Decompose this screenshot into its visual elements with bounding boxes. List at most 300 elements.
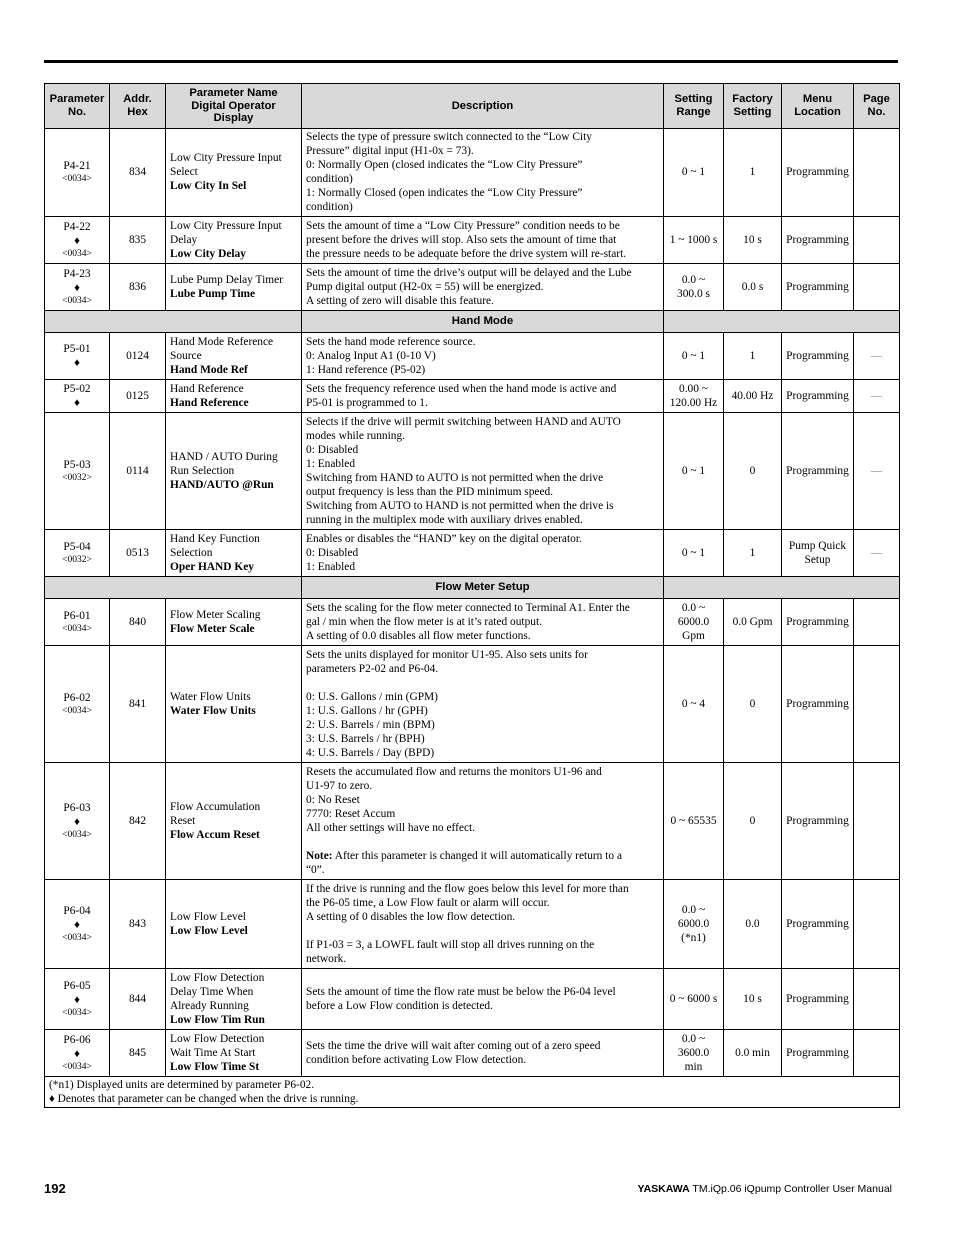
header-parameter-name: Parameter Name Digital Operator Display bbox=[166, 84, 302, 129]
text-line: Lube Pump Delay Timer bbox=[170, 273, 283, 286]
text-line: Programming bbox=[786, 1046, 849, 1059]
footnote-diamond: ♦ Denotes that parameter can be changed when the drive is running. bbox=[49, 1092, 359, 1105]
text-line: 0.0 ~ bbox=[681, 903, 706, 916]
text-line: Switching from AUTO to HAND is not permitted when the drive is bbox=[306, 499, 614, 512]
setting-range bbox=[664, 529, 724, 576]
text-line: Programming bbox=[786, 389, 849, 402]
text-line: 0.0 bbox=[745, 917, 760, 930]
text-line: Sets the hand mode reference source. bbox=[306, 335, 476, 348]
manual-title: TM.iQp.06 iQpump Controller User Manual bbox=[692, 1183, 892, 1195]
addr-hex: 841 bbox=[110, 645, 166, 762]
text-line: 4: U.S. Barrels / Day (BPD) bbox=[306, 746, 435, 759]
text-line: 10 s bbox=[743, 233, 762, 246]
text-line: Sets the time the drive will wait after coming out of a zero speed bbox=[306, 1039, 601, 1052]
parameter-no-cell bbox=[45, 968, 110, 1029]
addr-hex: 836 bbox=[110, 263, 166, 310]
description bbox=[302, 762, 664, 879]
text-line: Delay bbox=[170, 233, 198, 246]
text-line: 10 s bbox=[743, 992, 762, 1005]
menu-location bbox=[782, 529, 854, 576]
page-number: 192 bbox=[44, 1181, 66, 1196]
text-line: 0 ~ 1 bbox=[681, 464, 706, 477]
parameter-no-cell bbox=[45, 332, 110, 379]
factory-setting bbox=[724, 412, 782, 529]
text-line: 40.00 Hz bbox=[731, 389, 774, 402]
menu-location bbox=[782, 216, 854, 263]
text-line: 1: Enabled bbox=[306, 457, 356, 470]
text-line: Hand Key Function bbox=[170, 532, 260, 545]
text-line: Programming bbox=[786, 814, 849, 827]
menu-location bbox=[782, 263, 854, 310]
table-row bbox=[45, 332, 900, 379]
factory-setting bbox=[724, 1029, 782, 1076]
menu-location bbox=[782, 412, 854, 529]
header-parameter-no: Parameter No. bbox=[45, 84, 110, 129]
text-line: 3600.0 min bbox=[677, 1046, 710, 1073]
text-line: Sets the amount of time the flow rate must be below the P6-04 level bbox=[306, 985, 616, 998]
parameter-code: <0032> bbox=[62, 472, 92, 483]
text-line: 1: U.S. Gallons / hr (GPH) bbox=[306, 704, 428, 717]
parameter-code: <0034> bbox=[62, 174, 92, 184]
page-no bbox=[854, 968, 900, 1029]
footnote-row bbox=[45, 1076, 900, 1107]
text-line: Select bbox=[170, 166, 198, 178]
page-no bbox=[854, 263, 900, 310]
description bbox=[302, 598, 664, 645]
text-line: Already Running bbox=[170, 999, 249, 1012]
text-line: output frequency is less than the PID minimum speed. bbox=[306, 485, 554, 498]
text-line: the P6-05 time, a Low Flow fault or alarm will occur. bbox=[306, 896, 550, 909]
description bbox=[302, 379, 664, 412]
run-change-mark: ♦ bbox=[74, 281, 80, 294]
page-no bbox=[854, 598, 900, 645]
text-line: 0 ~ 65535 bbox=[670, 814, 717, 827]
description bbox=[302, 968, 664, 1029]
text-line: Switching from HAND to AUTO is not permitted when the drive bbox=[306, 471, 604, 484]
text-line: 0 bbox=[749, 697, 756, 710]
text-line: Pressure” digital input (H1-0x = 73). bbox=[306, 145, 474, 157]
text-line: parameters P2-02 and P6-04. bbox=[306, 662, 439, 675]
operator-display: Low City In Sel bbox=[170, 180, 247, 192]
manual-footer bbox=[638, 1183, 892, 1195]
parameter-no-cell bbox=[45, 598, 110, 645]
parameter-code: <0034> bbox=[62, 1007, 92, 1018]
setting-range bbox=[664, 379, 724, 412]
page-no bbox=[854, 128, 900, 216]
header-addr-hex: Addr. Hex bbox=[110, 84, 166, 129]
operator-display: Hand Mode Ref bbox=[170, 363, 248, 376]
page-no: — bbox=[854, 412, 900, 529]
menu-location bbox=[782, 1029, 854, 1076]
text-line: Sets the frequency reference used when the hand mode is active and bbox=[306, 382, 617, 395]
parameter-no: P5-04 bbox=[63, 540, 91, 553]
parameter-no: P5-01 bbox=[63, 342, 91, 355]
text-line: Flow Meter Scaling bbox=[170, 608, 261, 621]
text-line: 0.0 ~ bbox=[681, 273, 706, 286]
parameter-no: P4-21 bbox=[63, 160, 91, 172]
parameter-no-cell bbox=[45, 645, 110, 762]
text-line: Low City Pressure Input bbox=[170, 219, 282, 232]
parameter-no: P6-03 bbox=[63, 801, 91, 814]
page-no: — bbox=[854, 332, 900, 379]
parameter-no-cell bbox=[45, 263, 110, 310]
text-line: present before the drives will stop. Also sets the amount of time that bbox=[306, 233, 617, 246]
parameter-name-cell bbox=[166, 529, 302, 576]
text-line: Sets the amount of time a “Low City Pressure” condition needs to be bbox=[306, 219, 620, 232]
factory-setting bbox=[724, 529, 782, 576]
table-row bbox=[45, 128, 900, 216]
text-line: 2: U.S. Barrels / min (BPM) bbox=[306, 718, 435, 731]
text-line: 0.0 min bbox=[735, 1046, 770, 1059]
setting-range bbox=[664, 128, 724, 216]
text-line: network. bbox=[306, 952, 347, 965]
parameter-code: <0034> bbox=[62, 829, 92, 840]
operator-display: Hand Reference bbox=[170, 396, 249, 409]
operator-display: Flow Accum Reset bbox=[170, 828, 260, 841]
operator-display: Low Flow Time St bbox=[170, 1060, 260, 1073]
text-line: (*n1) bbox=[681, 931, 706, 944]
page-no bbox=[854, 879, 900, 968]
text-line: 1 bbox=[749, 546, 756, 559]
addr-hex: 0114 bbox=[110, 412, 166, 529]
text-line: “0”. bbox=[306, 863, 325, 876]
run-change-mark: ♦ bbox=[74, 234, 80, 247]
table-row bbox=[45, 412, 900, 529]
text-line: 1: Normally Closed (open indicates the “Low City Pressure” bbox=[306, 187, 583, 199]
text-line: Hand Reference bbox=[170, 382, 244, 395]
table-row bbox=[45, 379, 900, 412]
parameter-name-cell bbox=[166, 645, 302, 762]
text-line: 0 ~ 4 bbox=[681, 697, 706, 710]
text-line: Programming bbox=[786, 917, 849, 930]
parameter-name-cell bbox=[166, 598, 302, 645]
description bbox=[302, 263, 664, 310]
factory-setting bbox=[724, 762, 782, 879]
text-line: 0: Disabled bbox=[306, 443, 359, 456]
text-line: Pump Quick bbox=[788, 539, 847, 552]
text-line: 1: Enabled bbox=[306, 560, 356, 573]
text-line: 0: Disabled bbox=[306, 546, 359, 559]
menu-location bbox=[782, 598, 854, 645]
setting-range bbox=[664, 263, 724, 310]
parameter-no-cell bbox=[45, 529, 110, 576]
text-line: HAND / AUTO During bbox=[170, 450, 278, 463]
description bbox=[302, 529, 664, 576]
text-line: Hand Mode Reference bbox=[170, 335, 274, 348]
parameter-name-cell bbox=[166, 379, 302, 412]
text-line: condition) bbox=[306, 201, 353, 213]
brand-name: YASKAWA bbox=[637, 1183, 690, 1195]
text-line bbox=[306, 849, 659, 863]
text-line: Setup bbox=[804, 553, 831, 566]
text-line: Low City Pressure Input bbox=[170, 152, 282, 164]
parameter-code: <0034> bbox=[62, 623, 92, 634]
addr-hex: 840 bbox=[110, 598, 166, 645]
text-line: 0.0 Gpm bbox=[732, 615, 773, 628]
setting-range bbox=[664, 762, 724, 879]
text-line: Low Flow Detection bbox=[170, 1032, 265, 1045]
text-line: Sets the units displayed for monitor U1-95. Also sets units for bbox=[306, 648, 588, 661]
run-change-mark: ♦ bbox=[74, 1047, 80, 1060]
note-label: Note: bbox=[306, 849, 333, 862]
parameter-no-cell bbox=[45, 216, 110, 263]
operator-display: Flow Meter Scale bbox=[170, 622, 255, 635]
parameter-no-cell bbox=[45, 879, 110, 968]
operator-display: HAND/AUTO @Run bbox=[170, 478, 274, 491]
text-line: Flow Accumulation bbox=[170, 800, 261, 813]
menu-location bbox=[782, 762, 854, 879]
text-line: Programming bbox=[786, 464, 849, 477]
parameter-name-cell bbox=[166, 412, 302, 529]
factory-setting bbox=[724, 263, 782, 310]
text-line: If P1-03 = 3, a LOWFL fault will stop all drives running on the bbox=[306, 938, 595, 951]
text-line: modes while running. bbox=[306, 429, 406, 442]
text-line: Programming bbox=[786, 697, 849, 710]
parameter-no-cell bbox=[45, 1029, 110, 1076]
addr-hex: 835 bbox=[110, 216, 166, 263]
table-row bbox=[45, 529, 900, 576]
operator-display: Water Flow Units bbox=[170, 704, 256, 717]
note-line: Note: After this parameter is changed it will automatically return to a bbox=[306, 849, 622, 862]
text-line: 0: Analog Input A1 (0-10 V) bbox=[306, 349, 436, 362]
text-line: All other settings will have no effect. bbox=[306, 821, 476, 834]
parameter-no-cell bbox=[45, 379, 110, 412]
parameter-name-cell bbox=[166, 332, 302, 379]
text-line: Selects if the drive will permit switching between HAND and AUTO bbox=[306, 415, 621, 428]
text-line: Programming bbox=[786, 992, 849, 1005]
parameter-name-cell bbox=[166, 1029, 302, 1076]
parameter-name-cell bbox=[166, 879, 302, 968]
text-line: condition before activating Low Flow detection. bbox=[306, 1053, 527, 1066]
addr-hex: 0124 bbox=[110, 332, 166, 379]
parameter-no: P4-22 bbox=[63, 220, 91, 233]
setting-range bbox=[664, 968, 724, 1029]
parameter-no: P4-23 bbox=[63, 267, 91, 280]
text-line: Programming bbox=[786, 280, 849, 293]
setting-range bbox=[664, 598, 724, 645]
factory-setting bbox=[724, 332, 782, 379]
parameter-code: <0034> bbox=[62, 932, 92, 943]
text-line: Selects the type of pressure switch connected to the “Low City bbox=[306, 131, 592, 143]
description bbox=[302, 412, 664, 529]
factory-setting bbox=[724, 216, 782, 263]
section-spacer bbox=[664, 310, 900, 332]
parameter-code: <0034> bbox=[62, 1061, 92, 1072]
parameter-no: P6-06 bbox=[63, 1033, 91, 1046]
header-description: Description bbox=[302, 84, 664, 129]
table-row bbox=[45, 216, 900, 263]
text-line: Gpm bbox=[682, 629, 705, 642]
text-line bbox=[306, 924, 659, 938]
description bbox=[302, 332, 664, 379]
page-no: — bbox=[854, 379, 900, 412]
header-page-no: Page No. bbox=[854, 84, 900, 129]
operator-display: Low City Delay bbox=[170, 247, 246, 260]
text-line: If the drive is running and the flow goes below this level for more than bbox=[306, 882, 629, 895]
page-no bbox=[854, 216, 900, 263]
factory-setting bbox=[724, 645, 782, 762]
parameter-no-cell bbox=[45, 412, 110, 529]
footnote-n1: (*n1) Displayed units are determined by parameter P6-02. bbox=[49, 1078, 315, 1091]
text-line: Programming bbox=[786, 166, 849, 178]
addr-hex: 0125 bbox=[110, 379, 166, 412]
header-menu-location: Menu Location bbox=[782, 84, 854, 129]
section-title: Flow Meter Setup bbox=[302, 576, 664, 598]
operator-display: Lube Pump Time bbox=[170, 287, 256, 300]
text-line: 0: Normally Open (closed indicates the “Low City Pressure” bbox=[306, 159, 583, 171]
page-no bbox=[854, 1029, 900, 1076]
table-row bbox=[45, 968, 900, 1029]
factory-setting bbox=[724, 968, 782, 1029]
menu-location bbox=[782, 879, 854, 968]
menu-location bbox=[782, 968, 854, 1029]
section-spacer bbox=[45, 310, 302, 332]
parameter-no-cell bbox=[45, 128, 110, 216]
description bbox=[302, 1029, 664, 1076]
parameter-code: <0034> bbox=[62, 295, 92, 306]
text-line: 1 bbox=[749, 349, 756, 362]
text-line: condition) bbox=[306, 173, 353, 185]
parameter-no: P6-04 bbox=[63, 904, 91, 917]
run-change-mark: ♦ bbox=[74, 918, 80, 931]
table-header-row bbox=[45, 84, 900, 129]
text-line: P5-01 is programmed to 1. bbox=[306, 396, 428, 409]
text-line: 300.0 s bbox=[677, 287, 710, 300]
text-line: 0.0 ~ bbox=[681, 1032, 706, 1045]
factory-setting bbox=[724, 128, 782, 216]
text-line: 6000.0 bbox=[677, 917, 710, 930]
text-line: 0: No Reset bbox=[306, 793, 360, 806]
text-line: U1-97 to zero. bbox=[306, 779, 373, 792]
text-line: Wait Time At Start bbox=[170, 1046, 256, 1059]
text-line: 0 ~ 1 bbox=[681, 546, 706, 559]
parameter-code: <0034> bbox=[62, 705, 92, 716]
text-line: 0.00 ~ bbox=[679, 382, 708, 395]
setting-range bbox=[664, 412, 724, 529]
text-line: 0.0 s bbox=[741, 280, 764, 293]
text-line: A setting of zero will disable this feature. bbox=[306, 294, 494, 307]
run-change-mark: ♦ bbox=[74, 356, 80, 369]
text-line: 6000.0 bbox=[677, 615, 710, 628]
text-line: A setting of 0 disables the low flow detection. bbox=[306, 910, 516, 923]
parameter-code: <0034> bbox=[62, 248, 92, 259]
page-no bbox=[854, 762, 900, 879]
text-line: the pressure needs to be adequate before the drive system will re-start. bbox=[306, 247, 627, 260]
text-line: 7770: Reset Accum bbox=[306, 807, 396, 820]
text-line: Sets the scaling for the flow meter connected to Terminal A1. Enter the bbox=[306, 601, 630, 614]
footnotes bbox=[45, 1076, 900, 1107]
operator-display: Low Flow Tim Run bbox=[170, 1013, 265, 1026]
menu-location bbox=[782, 645, 854, 762]
text-line: Selection bbox=[170, 546, 213, 559]
addr-hex: 0513 bbox=[110, 529, 166, 576]
text-line: Enables or disables the “HAND” key on the digital operator. bbox=[306, 532, 582, 545]
header-setting-range: Setting Range bbox=[664, 84, 724, 129]
text-line: Reset bbox=[170, 814, 196, 827]
description bbox=[302, 216, 664, 263]
addr-hex: 845 bbox=[110, 1029, 166, 1076]
setting-range bbox=[664, 645, 724, 762]
table-row bbox=[45, 1029, 900, 1076]
text-line: Programming bbox=[786, 233, 849, 246]
top-rule bbox=[44, 60, 898, 63]
page-no bbox=[854, 645, 900, 762]
text-line: Pump digital output (H2-0x = 55) will be energized. bbox=[306, 280, 544, 293]
text-line: Run Selection bbox=[170, 464, 235, 477]
parameter-no: P6-01 bbox=[63, 609, 91, 622]
parameter-no: P6-05 bbox=[63, 979, 91, 992]
table-body bbox=[45, 128, 900, 1076]
addr-hex: 844 bbox=[110, 968, 166, 1029]
parameter-name-cell bbox=[166, 216, 302, 263]
text-line: Low Flow Detection bbox=[170, 971, 265, 984]
text-line: gal / min when the flow meter is at it’s rated output. bbox=[306, 615, 542, 628]
menu-location bbox=[782, 332, 854, 379]
addr-hex: 843 bbox=[110, 879, 166, 968]
header-factory-setting: Factory Setting bbox=[724, 84, 782, 129]
parameter-no: P6-02 bbox=[63, 691, 91, 704]
text-line: Resets the accumulated flow and returns the monitors U1-96 and bbox=[306, 765, 602, 778]
parameter-name-cell bbox=[166, 762, 302, 879]
parameter-no: P5-02 bbox=[63, 382, 91, 395]
text-line: 0 ~ 6000 s bbox=[669, 992, 718, 1005]
page-no: — bbox=[854, 529, 900, 576]
parameter-name-cell bbox=[166, 968, 302, 1029]
table-row bbox=[45, 645, 900, 762]
text-line bbox=[306, 835, 659, 849]
text-line: Programming bbox=[786, 349, 849, 362]
setting-range bbox=[664, 1029, 724, 1076]
text-line: Water Flow Units bbox=[170, 690, 251, 703]
parameter-table bbox=[44, 83, 900, 1108]
text-line: 0: U.S. Gallons / min (GPM) bbox=[306, 690, 438, 703]
description bbox=[302, 645, 664, 762]
factory-setting bbox=[724, 879, 782, 968]
section-row bbox=[45, 576, 900, 598]
run-change-mark: ♦ bbox=[74, 815, 80, 828]
section-row bbox=[45, 310, 900, 332]
text-line: 1 ~ 1000 s bbox=[669, 233, 718, 246]
run-change-mark: ♦ bbox=[74, 993, 80, 1006]
setting-range bbox=[664, 879, 724, 968]
text-line: Source bbox=[170, 349, 202, 362]
text-line: 1 bbox=[749, 166, 756, 178]
text-line: 120.00 Hz bbox=[669, 396, 718, 409]
text-line: Delay Time When bbox=[170, 985, 254, 998]
parameter-name-cell bbox=[166, 263, 302, 310]
addr-hex: 834 bbox=[110, 128, 166, 216]
text-line: Sets the amount of time the drive’s output will be delayed and the Lube bbox=[306, 266, 632, 279]
text-line: 3: U.S. Barrels / hr (BPH) bbox=[306, 732, 425, 745]
setting-range bbox=[664, 216, 724, 263]
table-row bbox=[45, 879, 900, 968]
run-change-mark: ♦ bbox=[74, 396, 80, 409]
setting-range bbox=[664, 332, 724, 379]
text-line: 0.0 ~ bbox=[681, 601, 706, 614]
section-title: Hand Mode bbox=[302, 310, 664, 332]
text-line: before a Low Flow condition is detected. bbox=[306, 999, 493, 1012]
text-line: running in the multiplex mode with auxiliary drives enabled. bbox=[306, 513, 583, 526]
text-line: 0 ~ 1 bbox=[681, 349, 706, 362]
section-spacer bbox=[45, 576, 302, 598]
text-line: 0 ~ 1 bbox=[681, 166, 706, 178]
description bbox=[302, 128, 664, 216]
text-line bbox=[306, 676, 659, 690]
table-row bbox=[45, 762, 900, 879]
text-line: Programming bbox=[786, 615, 849, 628]
description bbox=[302, 879, 664, 968]
table-row bbox=[45, 263, 900, 310]
